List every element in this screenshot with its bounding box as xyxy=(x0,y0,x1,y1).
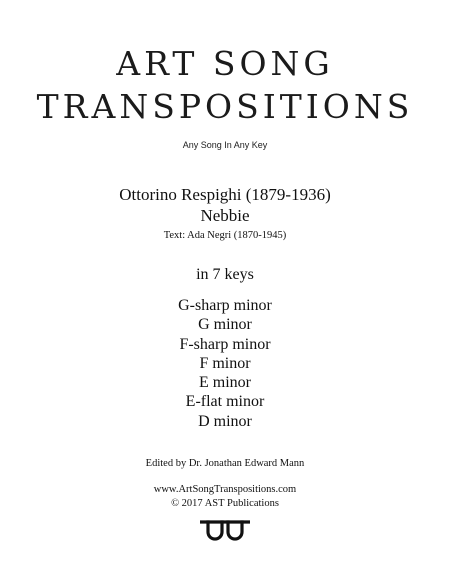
key-item: D minor xyxy=(198,412,252,430)
key-item: G-sharp minor xyxy=(178,297,272,314)
song-title: Nebbie xyxy=(200,206,250,225)
text-credit: Text: Ada Negri (1870-1945) xyxy=(163,230,287,241)
key-item: G minor xyxy=(198,316,252,334)
key-item: E-flat minor xyxy=(185,393,265,411)
series-title-line-2: TRANSPOSITIONS xyxy=(36,87,414,126)
keys-list xyxy=(0,296,450,431)
website-url: www.ArtSongTranspositions.com xyxy=(153,484,297,495)
copyright-notice: © 2017 AST Publications xyxy=(171,498,279,509)
composer-name: Ottorino Respighi (1879-1936) xyxy=(119,185,331,204)
ast-logo-icon xyxy=(200,519,250,543)
series-title-line-1: ART SONG xyxy=(116,44,334,83)
key-item: F-sharp minor xyxy=(179,335,271,353)
editor-credit: Edited by Dr. Jonathan Edward Mann xyxy=(145,458,305,469)
key-item: E minor xyxy=(199,374,251,392)
series-tagline: Any Song In Any Key xyxy=(182,140,268,150)
key-item: F minor xyxy=(199,354,251,372)
keys-count: in 7 keys xyxy=(196,266,254,283)
